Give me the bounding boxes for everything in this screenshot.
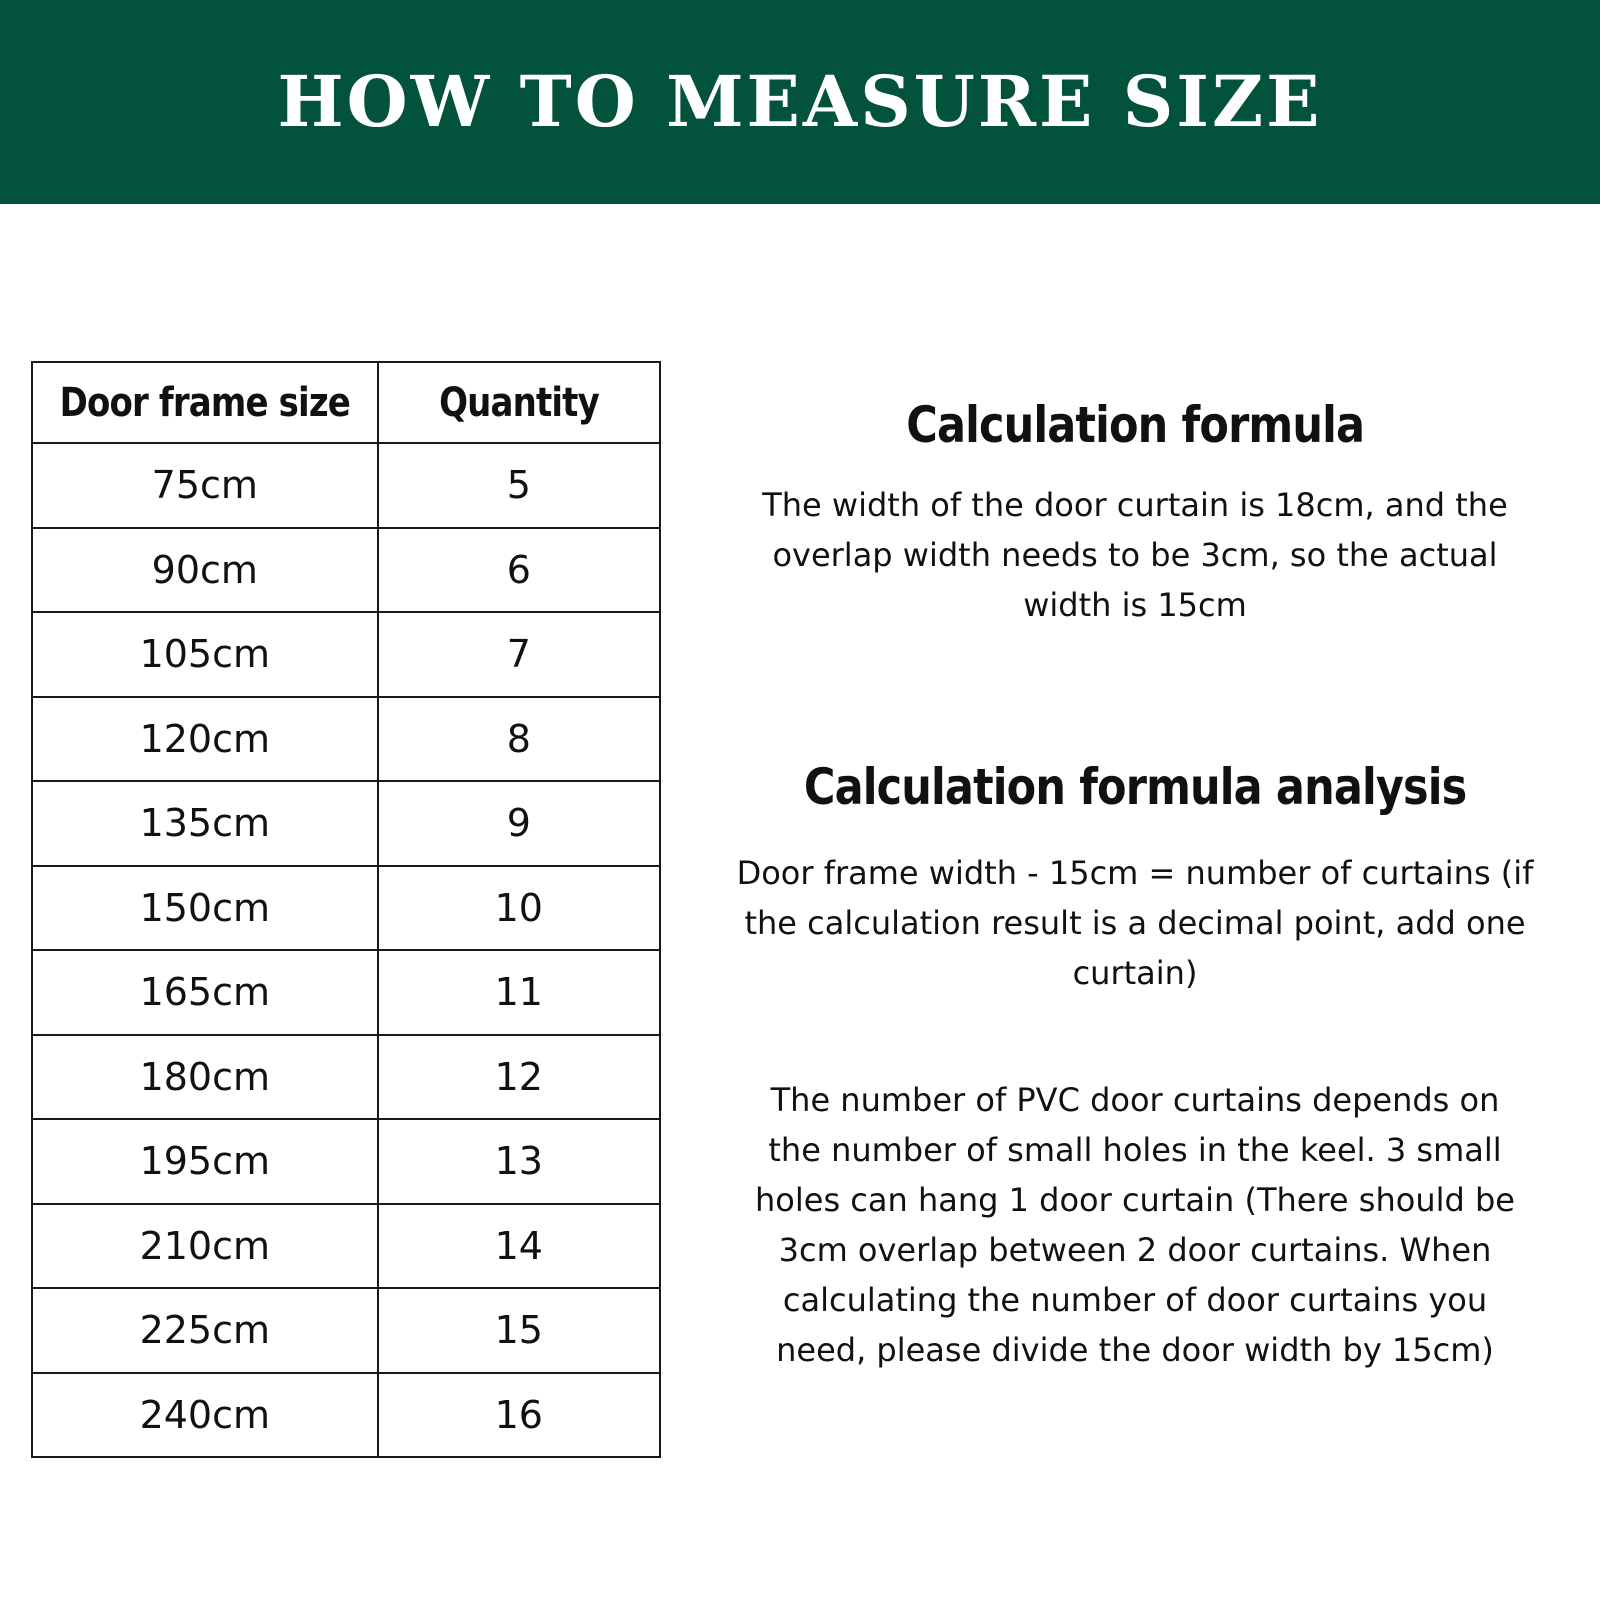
door-frame-size-cell: 210cm xyxy=(32,1204,378,1289)
quantity-cell: 8 xyxy=(378,697,660,782)
door-frame-size-cell: 120cm xyxy=(32,697,378,782)
quantity-cell: 14 xyxy=(378,1204,660,1289)
analysis-text: Door frame width - 15cm = number of curtains (if the calculation result is a decimal point, add one curtain) xyxy=(736,854,1534,992)
size-table xyxy=(31,361,661,1458)
door-frame-size-cell: 225cm xyxy=(32,1288,378,1373)
column-header-quantity: Quantity xyxy=(378,362,660,443)
quantity-cell: 5 xyxy=(378,443,660,528)
table-row xyxy=(32,697,660,782)
quantity-cell: 12 xyxy=(378,1035,660,1120)
table-header-row xyxy=(32,362,660,443)
table-row xyxy=(32,950,660,1035)
table-row xyxy=(32,1288,660,1373)
quantity-cell: 11 xyxy=(378,950,660,1035)
quantity-cell: 16 xyxy=(378,1373,660,1458)
quantity-cell: 9 xyxy=(378,781,660,866)
page-title: HOW TO MEASURE SIZE xyxy=(277,60,1323,143)
door-frame-size-cell: 135cm xyxy=(32,781,378,866)
door-frame-size-cell: 105cm xyxy=(32,612,378,697)
formula-title: Calculation formula xyxy=(906,396,1364,454)
door-frame-size-cell: 150cm xyxy=(32,866,378,951)
table-row xyxy=(32,1119,660,1204)
door-frame-size-cell: 75cm xyxy=(32,443,378,528)
quantity-cell: 6 xyxy=(378,528,660,613)
formula-text: The width of the door curtain is 18cm, and the overlap width needs to be 3cm, so the actual width is 15cm xyxy=(762,486,1508,624)
door-frame-size-cell: 90cm xyxy=(32,528,378,613)
analysis-title: Calculation formula analysis xyxy=(803,758,1467,816)
table-row xyxy=(32,612,660,697)
quantity-cell: 15 xyxy=(378,1288,660,1373)
door-frame-size-cell: 240cm xyxy=(32,1373,378,1458)
page-header xyxy=(0,0,1600,204)
table-row xyxy=(32,528,660,613)
table-row xyxy=(32,1373,660,1458)
analysis-note: The number of PVC door curtains depends on the number of small holes in the keel. 3 small holes can hang 1 door curtain (There should be 3cm overlap between 2 door curtains. When calculating the number of door curtains you need, please divide the door width by 15cm) xyxy=(755,1081,1515,1369)
table-row xyxy=(32,443,660,528)
door-frame-size-cell: 180cm xyxy=(32,1035,378,1120)
quantity-cell: 10 xyxy=(378,866,660,951)
door-frame-size-cell: 165cm xyxy=(32,950,378,1035)
quantity-cell: 7 xyxy=(378,612,660,697)
quantity-cell: 13 xyxy=(378,1119,660,1204)
table-row xyxy=(32,1035,660,1120)
column-header-door-frame-size: Door frame size xyxy=(32,362,378,443)
door-frame-size-cell: 195cm xyxy=(32,1119,378,1204)
table-row xyxy=(32,866,660,951)
table-row xyxy=(32,1204,660,1289)
table-row xyxy=(32,781,660,866)
